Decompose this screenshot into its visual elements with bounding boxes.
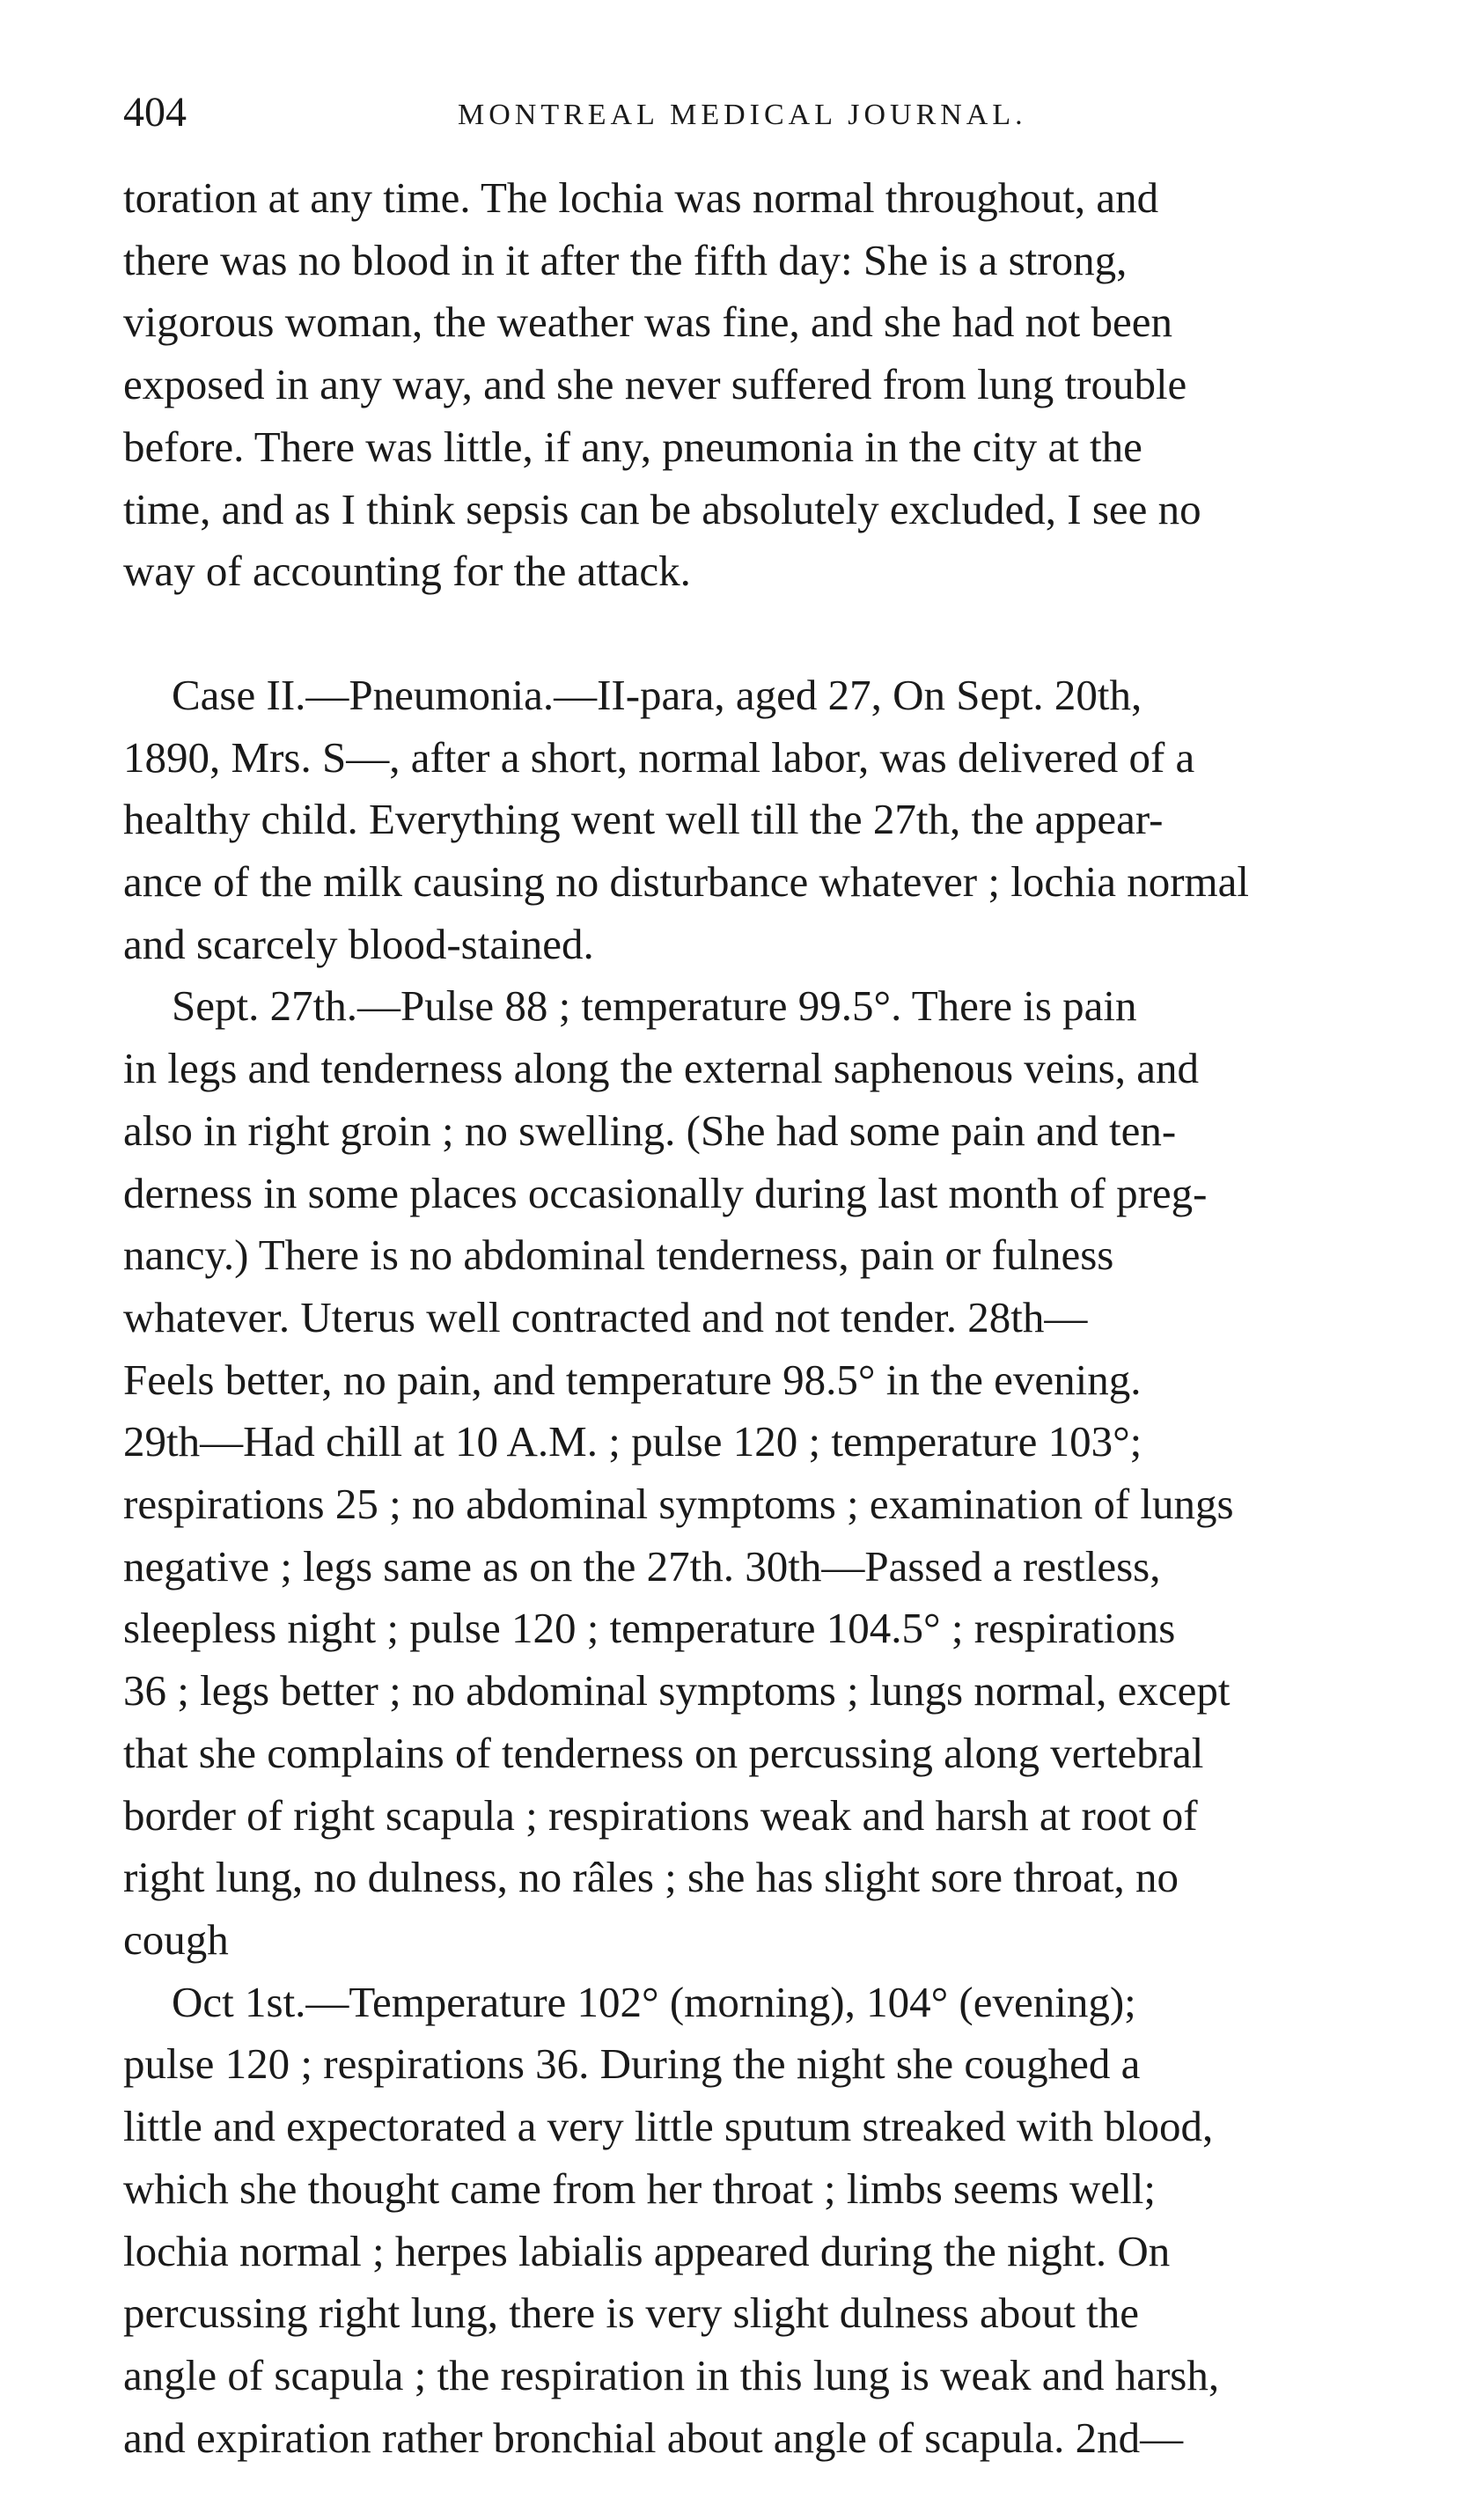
- text-line: lochia normal ; herpes labialis appeared during the night. On: [123, 2226, 1171, 2275]
- text-line: way of accounting for the attack.: [123, 547, 691, 596]
- text-line: border of right scapula ; respirations weak and harsh at root of: [123, 1790, 1198, 1840]
- document-page: [123, 88, 1355, 2469]
- text-line: ance of the milk causing no disturbance whatever ; lochia normal: [123, 857, 1250, 907]
- text-line: time, and as I think sepsis can be absolutely excluded, I see no: [123, 484, 1201, 533]
- text-line: pulse 120 ; respirations 36. During the night she coughed a: [123, 2039, 1141, 2089]
- text-line: which she thought came from her throat ; limbs seems well;: [123, 2164, 1157, 2213]
- text-line: and scarcely blood-stained.: [123, 919, 594, 968]
- text-line: negative ; legs same as on the 27th. 30th—Passed a restless,: [123, 1541, 1161, 1591]
- text-line: cough: [123, 1914, 229, 1964]
- page-header: [123, 88, 1355, 167]
- text-line: healthy child. Everything went well till the 27th, the appear-: [123, 795, 1164, 844]
- text-line: vigorous woman, the weather was fine, and she had not been: [123, 298, 1172, 347]
- text-line: respirations 25 ; no abdominal symptoms ; examination of lungs: [123, 1480, 1234, 1529]
- text-line: whatever. Uterus well contracted and not tender. 28th—: [123, 1292, 1088, 1341]
- text-line: in legs and tenderness along the external saphenous veins, and: [123, 1044, 1199, 1093]
- text-line: that she complains of tenderness on percussing along vertebral: [123, 1728, 1204, 1777]
- case-heading-line: Case II.—Pneumonia.—II-para, aged 27, On Sept. 20th,: [172, 670, 1142, 719]
- text-line: 36 ; legs better ; no abdominal symptoms ; lungs normal, except: [123, 1666, 1231, 1716]
- text-line: 29th—Had chill at 10 A.M. ; pulse 120 ; temperature 103°;: [123, 1417, 1142, 1466]
- dated-entry-line: Oct 1st.—Temperature 102° (morning), 104° (evening);: [172, 1977, 1136, 2026]
- text-line: before. There was little, if any, pneumonia in the city at the: [123, 422, 1142, 471]
- running-title: MONTREAL MEDICAL JOURNAL.: [458, 99, 1027, 131]
- text-line: percussing right lung, there is very slight dulness about the: [123, 2289, 1140, 2338]
- text-line: right lung, no dulness, no râles ; she has slight sore throat, no: [123, 1853, 1179, 1902]
- paragraph-gap: [123, 603, 1355, 665]
- dated-entry-line: Sept. 27th.—Pulse 88 ; temperature 99.5°. There is pain: [172, 981, 1137, 1031]
- text-line: there was no blood in it after the fifth day: She is a strong,: [123, 235, 1128, 284]
- text-line: also in right groin ; no swelling. (She had some pain and ten-: [123, 1106, 1177, 1155]
- text-line: little and expectorated a very little sputum streaked with blood,: [123, 2102, 1214, 2151]
- text-line: sleepless night ; pulse 120 ; temperature 104.5° ; respirations: [123, 1604, 1176, 1653]
- text-line: 1890, Mrs. S—, after a short, normal labor, was delivered of a: [123, 732, 1195, 782]
- body-text: [123, 167, 1355, 2469]
- page-number: 404: [123, 89, 187, 136]
- text-line: exposed in any way, and she never suffered from lung trouble: [123, 360, 1187, 409]
- text-line: toration at any time. The lochia was normal throughout, and: [123, 173, 1159, 222]
- text-line: nancy.) There is no abdominal tenderness, pain or fulness: [123, 1231, 1114, 1280]
- text-line: derness in some places occasionally during last month of preg-: [123, 1168, 1208, 1217]
- text-line: Feels better, no pain, and temperature 98.5° in the evening.: [123, 1355, 1142, 1404]
- text-line: angle of scapula ; the respiration in this lung is weak and harsh,: [123, 2350, 1220, 2399]
- text-line: and expiration rather bronchial about angle of scapula. 2nd—: [123, 2413, 1184, 2462]
